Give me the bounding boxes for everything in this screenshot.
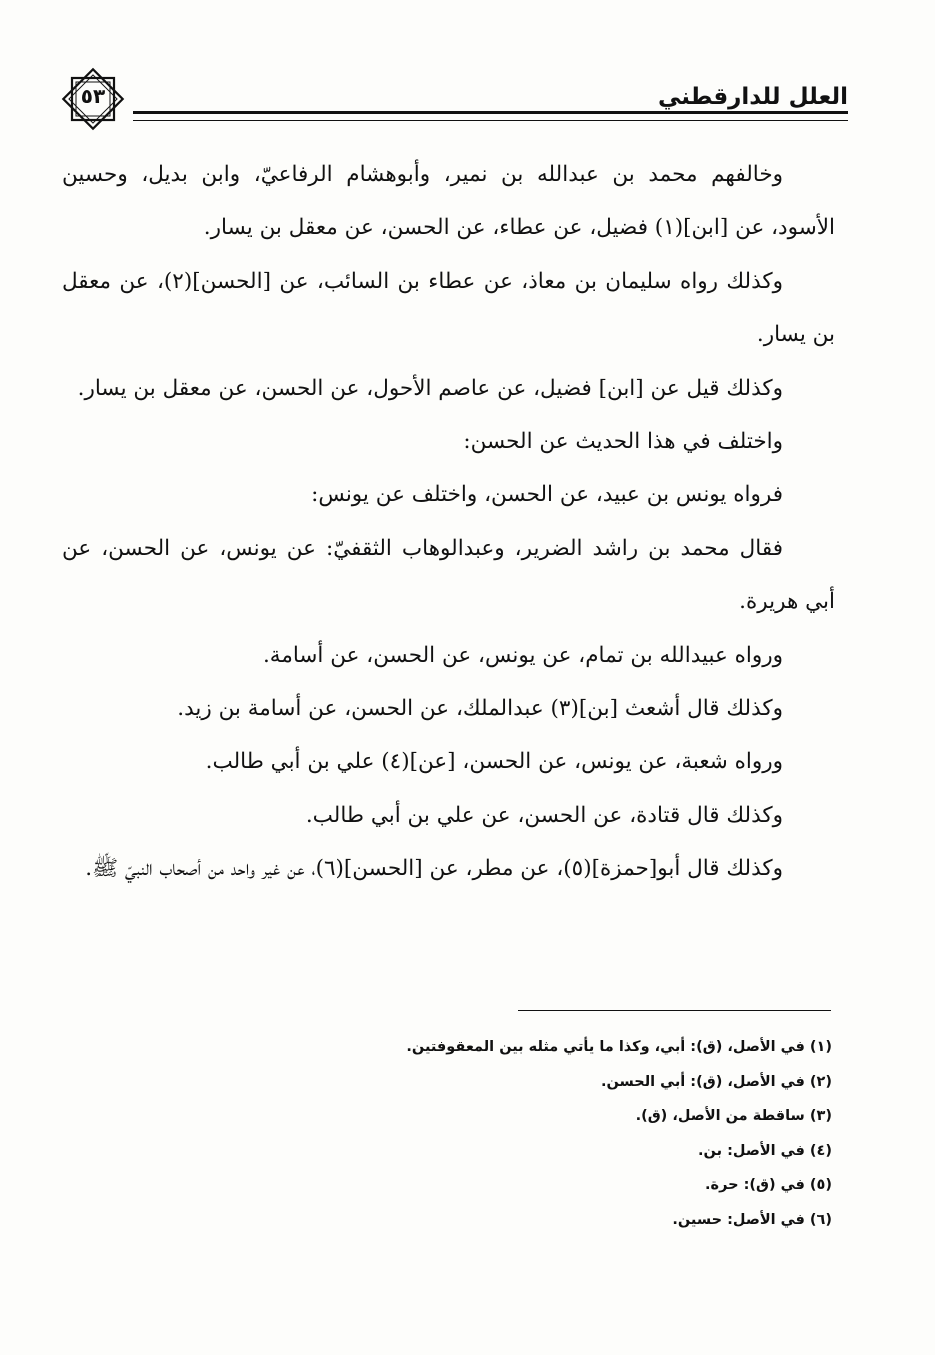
footnote: (٤) في الأصل: بن. bbox=[698, 1142, 832, 1159]
paragraph: وكذلك قال أبو[حمزة](٥)، عن مطر، عن [الحسن](٦)، عن غير واحد من أصحاب النبيّ ﷺ. bbox=[85, 856, 783, 882]
footnote: (٦) في الأصل: حسين. bbox=[672, 1211, 832, 1228]
footnote: (٥) في (ق): حرة. bbox=[705, 1177, 832, 1193]
paragraph: ورواه عبيدالله بن تمام، عن يونس، عن الحسن، عن أسامة. bbox=[262, 642, 783, 668]
footnote: (٣) ساقطة من الأصل، (ق). bbox=[635, 1108, 832, 1124]
footnote: (١) في الأصل، (ق): أبي، وكذا ما يأتي مثله بين المعقوفتين. bbox=[406, 1039, 832, 1055]
page-number-badge bbox=[58, 64, 128, 134]
paragraph: واختلف في هذا الحديث عن الحسن: bbox=[463, 429, 783, 455]
paragraph: وخالفهم محمد بن عبدالله بن نمير، وأبوهشام الرفاعيّ، وابن بديل، وحسين الأسود، عن [ابن](١) فضيل، عن عطاء، عن الحسن، عن معقل بن يسار. bbox=[62, 162, 835, 241]
book-title: العلل للدارقطني bbox=[658, 84, 848, 110]
paragraph: وكذلك قال أشعث [بن](٣) عبدالملك، عن الحسن، عن أسامة بن زيد. bbox=[177, 696, 783, 722]
page-header bbox=[58, 64, 848, 134]
paragraph: وكذلك قال قتادة، عن الحسن، عن علي بن أبي طالب. bbox=[305, 802, 783, 828]
footnote-separator bbox=[518, 1010, 831, 1011]
paragraph: فقال محمد بن راشد الضرير، وعبدالوهاب الثقفيّ: عن يونس، عن الحسن، عن أبي هريرة. bbox=[62, 535, 835, 615]
header-rule bbox=[133, 111, 848, 121]
paragraph: وكذلك قيل عن [ابن] فضيل، عن عاصم الأحول، عن الحسن، عن معقل بن يسار. bbox=[77, 375, 783, 401]
main-text bbox=[62, 148, 835, 896]
footnotes bbox=[380, 1030, 832, 1237]
footnote: (٢) في الأصل، (ق): أبي الحسن. bbox=[600, 1073, 832, 1090]
page-number: ٥٣ bbox=[80, 84, 106, 108]
paragraph: وكذلك رواه سليمان بن معاذ، عن عطاء بن السائب، عن [الحسن](٢)، عن معقل بن يسار. bbox=[62, 268, 835, 348]
paragraph: فرواه يونس بن عبيد، عن الحسن، واختلف عن يونس: bbox=[311, 482, 783, 508]
paragraph: ورواه شعبة، عن يونس، عن الحسن، [عن](٤) علي بن أبي طالب. bbox=[205, 749, 783, 775]
